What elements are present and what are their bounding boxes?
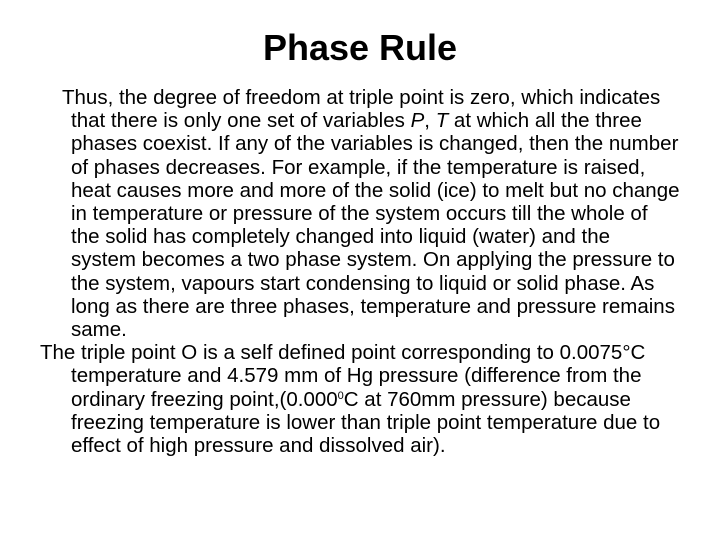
paragraph-triple-point-definition bbox=[40, 341, 680, 457]
paragraph-text-continued: C at 760mm pressure) because freezing temperature is lower than triple point temperature due to effect of high pressure and dissolved air). bbox=[71, 387, 661, 458]
superscript-zero: 0 bbox=[337, 389, 344, 402]
slide-title: Phase Rule bbox=[262, 27, 458, 68]
paragraph-triple-point-freedom bbox=[40, 86, 680, 341]
slide-body bbox=[40, 86, 680, 457]
paragraph-text-continued: at which all the three phases coexist. If any of the variables is changed, then the number of phases decreases. For example, if the temperature is raised, heat causes more and more of the solid (ice) to melt but no change in temperature or pressure of the system occurs till the whole of the solid has completely changed into liquid (water) and the system becomes a two phase system. On applying the pressure to the system, vapours start condensing to liquid or solid phase. As long as there are three phases, temperature and pressure remains same. bbox=[71, 109, 680, 342]
variable-t: T bbox=[435, 109, 449, 133]
paragraph-text: The triple point O is a self defined point corresponding to 0.0075°C temperature and 4.579 mm of Hg pressure (difference from the ordinary freezing point,(0.000 bbox=[40, 341, 646, 411]
variable-p: P bbox=[410, 109, 425, 133]
separator-text: , bbox=[424, 109, 436, 133]
paragraph-text: Thus, the degree of freedom at triple point is zero, which indicates that there is only one set of variables bbox=[62, 86, 661, 133]
